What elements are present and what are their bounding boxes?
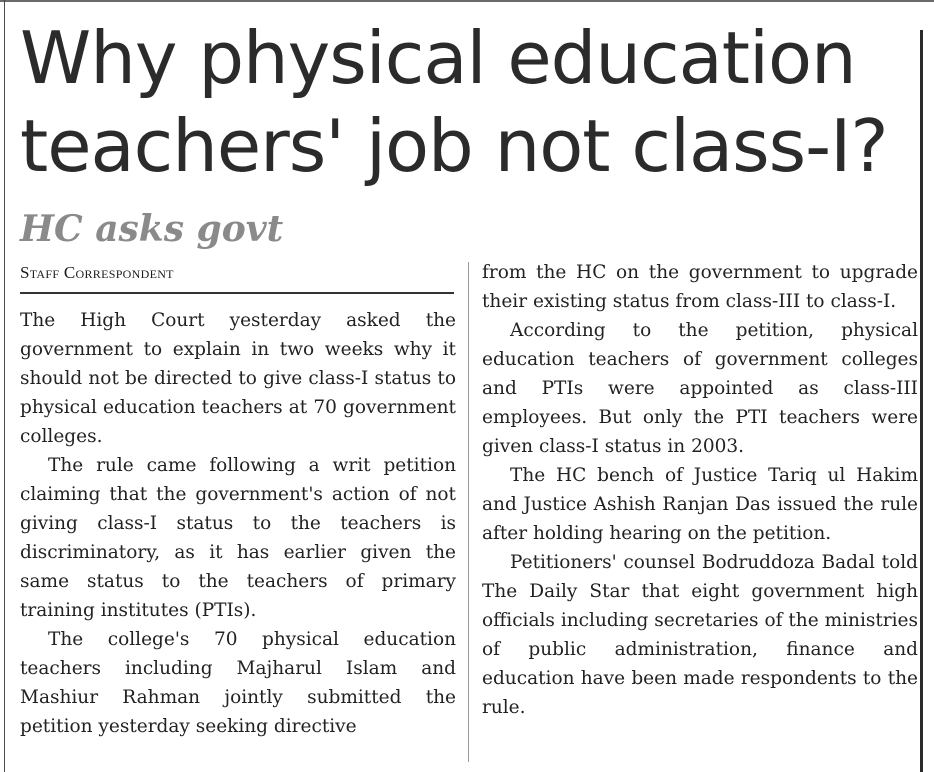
frame-right-border	[920, 30, 923, 772]
frame-top-border	[0, 0, 934, 2]
headline	[20, 14, 920, 190]
kicker: HC asks govt	[20, 208, 284, 250]
column-divider	[468, 262, 469, 762]
paragraph-3-continued: from the HC on the government to upgrade their existing status from class-III to class-I.	[482, 262, 918, 312]
paragraph-6: Petitioners' counsel Bodruddoza Badal told The Daily Star that eight government high officials including secretaries of the ministries of public administration, finance and education have been made respondents to the rule.	[482, 552, 918, 718]
paragraph-2: The rule came following a writ petition claiming that the government's action of not giving class-I status to the teachers is discriminatory, as it has earlier given the same status to the teachers of primary training institutes (PTIs).	[20, 455, 456, 621]
paragraph-3: The college's 70 physical education teachers including Majharul Islam and Mashiur Rahman jointly submitted the petition yesterday seeking directive	[20, 629, 456, 737]
frame-left-border	[4, 0, 5, 772]
paragraph-4: According to the petition, physical education teachers of government colleges and PTIs were appointed as class-III employees. But only the PTI teachers were given class-I status in 2003.	[482, 320, 918, 457]
left-column	[20, 306, 456, 741]
right-column	[482, 258, 918, 722]
byline: Staff Correspondent	[20, 263, 174, 282]
paragraph-5: The HC bench of Justice Tariq ul Hakim and Justice Ashish Ranjan Das issued the rule after holding hearing on the petition.	[482, 465, 918, 544]
headline-line-2: teachers' job not class-I?	[20, 104, 888, 188]
headline-line-1: Why physical education	[20, 16, 856, 100]
paragraph-1: The High Court yesterday asked the government to explain in two weeks why it should not be directed to give class-I status to physical education teachers at 70 government colleges.	[20, 310, 456, 447]
byline-rule	[20, 292, 454, 294]
